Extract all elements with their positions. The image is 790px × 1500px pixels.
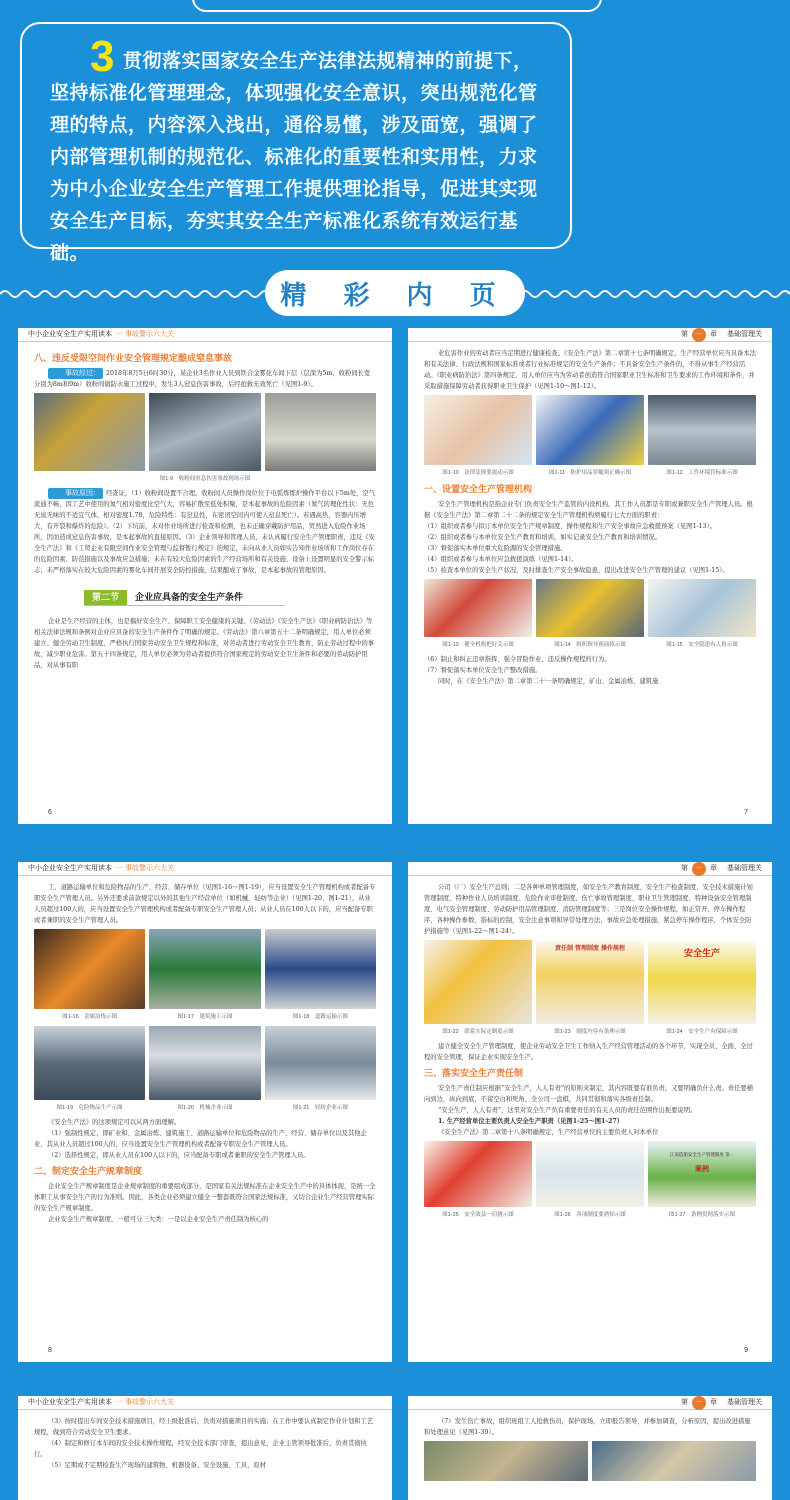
- caption-text: 图1-24 安全生产有保障示图: [666, 1029, 738, 1035]
- subheading: 1. 生产经营单位主要负责人安全生产职责（见图1-25～图1-27）: [438, 1118, 624, 1125]
- section-heading: 一、设置安全生产管理机构: [424, 484, 533, 494]
- road-transport-image: [265, 929, 376, 1009]
- header-book-title: 中小企业安全生产实用读本: [28, 330, 112, 338]
- list-item: （2）组织或者参与本单位安全生产教育和培训，如实记录安全生产教育和培训情况。: [424, 534, 661, 541]
- image-label: 管理制度: [574, 946, 599, 952]
- page-header: [18, 862, 392, 876]
- caption-text: 图1-9 收粉间窒息伤害事故现场示图: [159, 476, 251, 482]
- meeting-cartoon-image: [536, 1141, 644, 1207]
- caption-text: 图1-26 各项制度要熟知示图: [554, 1212, 626, 1218]
- rescue-photo-image: [592, 1441, 756, 1481]
- machinery-factory-image: [149, 1026, 260, 1100]
- paragraph: [34, 488, 376, 576]
- paragraph: “安全生产，人人有责”，这里对安全生产负有重要责任的有关人员的责任范围作出扼要说明。: [438, 1107, 697, 1114]
- building-cartoon-image: [648, 1141, 756, 1207]
- rules-cartoon-image: [536, 940, 644, 1024]
- figure-row: [424, 940, 756, 1024]
- chapter-badge: 一: [692, 328, 706, 342]
- section-heading: 八、违反受限空间作业安全管理规定酿成窒息事故: [34, 353, 233, 363]
- chapter-word: 章: [710, 864, 717, 872]
- paragraph: （7）发生伤亡事故，组织班组工人抢救伤员，保护现场，立即报告领导，并参加调查，分析原因，提出改进措施和处理意见（见图1-39）。: [424, 1418, 751, 1436]
- top-frame: [192, 0, 602, 12]
- figure-row: [424, 1141, 756, 1207]
- paragraph: 业危害作业的劳动者应当定期进行健康检查。《安全生产法》第二章第十七条明确规定，生产经营单位应当具备本法和有关法律、行政法规和国家标准或者行业标准规定的安全生产条件；不具备安全生产条件的，不得从事生产经营活动。《职业病防治法》第四条规定，用人单位应当为劳动者创造符合国家职业卫生标准和卫生要求的工作环境和条件，并采取措施保障劳动者获得职业卫生保护（见图1-10～图1-12）。: [424, 350, 756, 390]
- figure-captions: [34, 1012, 376, 1023]
- workers-cartoon-image: [424, 940, 532, 1024]
- section-title-pill: [265, 270, 525, 316]
- factory-image: [34, 393, 145, 471]
- header-subtitle: 一 事故警示六大关: [116, 864, 174, 872]
- construction-image: [149, 929, 260, 1009]
- hazard-cartoon-image: [648, 579, 756, 637]
- page-header: [408, 328, 772, 342]
- image-label: 案例: [695, 1166, 709, 1173]
- page-number: 8: [48, 1347, 52, 1354]
- section-name: 企业应具备的安全生产条件: [135, 592, 244, 602]
- image-label: 操作规程: [601, 946, 626, 952]
- list-item: （1）组织或者参与拟订本单位安全生产规章制度、操作规程和生产安全事故应急救援预案（见图1-13）。: [424, 523, 717, 530]
- list-item: （4）组织或者参与本单位应急救援演练（见图1-14）。: [424, 556, 578, 563]
- caption-text: 图1-21 轻纺企业示图: [292, 1105, 348, 1111]
- figure-captions: [424, 468, 756, 479]
- paragraph: 工、道路运输单位和危险物品的生产、经营、储存单位（见图1-16～图1-19），应当设置安全生产管理机构或者配备专职安全生产管理人员。另外还要求前款规定以外的其他生产经营单位（如机械、轻纺等企业）（见图1-20、图1-21），从业人员超过100人的，应当设置安全生产管理机构或者配备专职安全生产管理人员；从业人员在100人以下的，应当配备专职或者兼职的安全生产管理人员。: [34, 884, 376, 924]
- intro-text: 贯彻落实国家安全生产法律法规精神的前提下，坚持标准化管理理念，体现强化安全意识，突出规范化管理的特点，内容深入浅出，通俗易懂，涉及面宽，强调了内部管理机制的规范化、标准化的重要性和实用性，力求为中小企业安全生产管理工作提供理论指导，促进其实现安全生产目标，夯实其安全生产标准化系统有效运行基础。: [50, 50, 538, 264]
- chapter-title: 基础管理关: [727, 1398, 762, 1406]
- paragraph-text: 2018年8月5日6时30分，某企业3名作业人员到铁合金雾化车间下层（层深为5m，收粉间长宽分别为8m和9m）收粉间做防水施工过程中，发生3人窒息伤害事故，后经抢救无效死亡（见图1-9）。: [34, 370, 371, 388]
- caption-text: 图1-11 防护用品穿戴须正确示图: [548, 470, 632, 476]
- section-heading: 二、制定安全生产规章制度: [34, 1166, 143, 1176]
- page-number: 7: [744, 809, 748, 816]
- chapter-word: 第: [681, 1398, 688, 1406]
- section-heading: 三、落实安全生产责任制: [424, 1068, 524, 1078]
- caption-text: 图1-23 制度内容有条理示图: [554, 1029, 626, 1035]
- page-number: 9: [744, 1347, 748, 1354]
- figure-captions: [34, 1103, 376, 1114]
- image-label: 安全生产: [683, 948, 720, 958]
- chapter-title: 基础管理关: [727, 330, 762, 338]
- workshop-environment-image: [648, 395, 756, 465]
- chemical-plant-image: [34, 1026, 145, 1100]
- paragraph-text: 经查证，（1）收粉间设置不合理。收粉间人员操作岗位位于电弧炼炼炉操作平台以下5m处，空气流通不畅，因工艺中使用的氮气相对密度比空气大，容易扩散至低处积聚，是本起事故的危险因素（氮气的理化性状：无色无臭无味的不适宜气体，相对密度1.78，危险特性：有窒息性，在密闭空间内可使人窒息死亡）。若遇高热，容器内压增大，有开裂和爆炸的危险）。（2）下坑前，未对作业场所进行检查和检测，也未正确穿戴防护用品，贸然进入危险作业场所，因而造成窒息伤害事故，是本起事故的直接原因。（3）企业领导和管理人员，未认真履行安全生产管理职责，违反《安全生产法》和《工贸企业有限空间作业安全管理与监督暂行规定》的规定，未向从业人员如实告知作业场所和工作岗位存在的危险因素、防范措施以及事故应急措施；未在有较大危险因素的生产经营场所和有关设施、设备上设置明显的安全警示标志；未严格落实在较大危险因素的雾化车间开展安全防控措施，结果酿成了事故，是本起事故的管理原因。: [34, 490, 376, 574]
- book-page-8: [18, 862, 392, 1362]
- figure-row: [424, 395, 756, 465]
- book-page-7: [408, 328, 772, 824]
- chapter-badge: 一: [692, 1396, 706, 1410]
- page-header: [408, 862, 772, 876]
- caption-text: 图1-16 金属冶炼示图: [62, 1014, 118, 1020]
- list-item: （7）督促落实本单位安全生产整改措施。: [424, 667, 542, 674]
- page-number: 6: [48, 809, 52, 816]
- figure-captions: [424, 640, 756, 651]
- caption-text: 图1-18 道路运输示图: [292, 1014, 348, 1020]
- keyword-tag: 事故原因：: [48, 488, 103, 499]
- safety-production-cartoon-image: [648, 940, 756, 1024]
- workshop-image: [149, 393, 260, 471]
- caption-text: 图1-12 工作环境符标准示图: [666, 470, 738, 476]
- paragraph: 企业安全生产规章制度是企业规章制度的重要组成部分，是国家有关法规标准在企业安全生产中的具体体现，是统一全体职工从事安全生产的行为准则。因此，各类企业必须建立健全一整套既符合国家法规标准，又切合企业生产经营管理实际的安全生产规章制度。: [34, 1183, 376, 1212]
- caption-text: 图1-20 机械企业示图: [177, 1105, 233, 1111]
- intro-paragraph: [50, 32, 550, 269]
- paragraph: 企业安全生产规章制度，一般可分三大类：一是以企业安全生产责任制为核心的: [48, 1216, 269, 1223]
- list-item: （4）制定和修订本车间的安全技术操作规程，经安全技术部门审查，提出意见，企业主管领导批准后，负责贯彻执行。: [34, 1440, 367, 1458]
- section-banner: [84, 590, 284, 606]
- book-page-11: [408, 1396, 772, 1500]
- paragraph: 《安全生产法》第二章第十八条明确规定，生产经营单位的主要负责人对本单位: [438, 1129, 659, 1136]
- protective-gear-image: [536, 395, 644, 465]
- section-number: 第二节: [84, 590, 127, 605]
- list-item: （6）制止和纠正违章指挥、强令冒险作业、违反操作规程的行为。: [424, 656, 611, 663]
- organization-cartoon-image: [424, 579, 532, 637]
- header-subtitle: 一 事故警示六大关: [116, 330, 174, 338]
- chapter-title: 基础管理关: [727, 864, 762, 872]
- figure-caption: [34, 474, 376, 485]
- header-subtitle: 一 事故警示六大关: [116, 1398, 174, 1406]
- list-item: （5）定期或不定期检查生产现场的建筑物、机器设备、安全设施、工具、原材: [48, 1462, 267, 1469]
- paragraph: 《安全生产法》的这项规定可以从两方面理解。: [48, 1119, 181, 1126]
- figure-captions: [424, 1210, 756, 1221]
- list-item: （5）检查本单位的安全生产状况，及时排查生产安全事故隐患，提出改进安全生产管理的建议（见图1-15）。: [424, 567, 729, 574]
- paragraph: 企业是生产经营的主体，也是搞好安全生产、保障职工安全健康的关键。《劳动法》《安全生产法》《职业病防治法》等相关法律法规和条例对企业应具备的安全生产条件作了明确的规定。《劳动法》第六章第五十二条明确规定，用人单位必须建立、健全劳动卫生制度，严格执行国家劳动安全卫生规程和标准，对劳动者进行劳动安全卫生教育，防止劳动过程中的事故，减少职业危害。第五十四条规定，用人单位必须为劳动者提供符合国家规定的劳动安全卫生条件和必要的劳动防护用品，对从事有职: [34, 618, 375, 669]
- textile-factory-image: [265, 1026, 376, 1100]
- section-title: 精 彩 内 页: [280, 280, 510, 311]
- chapter-word: 章: [710, 1398, 717, 1406]
- caption-text: 图1-19 危险物品生产示图: [56, 1105, 123, 1111]
- figure-row: [424, 579, 756, 637]
- drill-image: [536, 579, 644, 637]
- paragraph: 同时，在《安全生产法》第二章第二十一条明确规定，矿山、金属冶炼、建筑施: [438, 678, 659, 685]
- paragraph: [34, 368, 376, 390]
- metal-smelting-image: [34, 929, 145, 1009]
- caption-text: 图1-27 条例贯彻落实示图: [668, 1212, 735, 1218]
- caption-text: 图1-13 健全机构把好关示图: [442, 642, 514, 648]
- header-book-title: 中小企业安全生产实用读本: [28, 864, 112, 872]
- page-header: [408, 1396, 772, 1410]
- image-label: 责任制: [554, 946, 573, 952]
- book-page-9: [408, 862, 772, 1362]
- paragraph: 安全生产责任制应根据“安全生产，人人有责”的原则来制定，其内容既要有谁负责，又要明确负什么责。责任要横向到边，纵向到底，不留空白和死角，全公司一盘棋，共同贯彻和落实各级责任制。: [424, 1085, 753, 1103]
- caption-text: 图1-15 安全隐患有人督示图: [666, 642, 738, 648]
- caption-text: 图1-25 安全效益一肩挑示图: [442, 1212, 514, 1218]
- list-item: （3）督促落实本单位重大危险源的安全管理措施。: [424, 545, 567, 552]
- figure-row: [34, 929, 376, 1009]
- law-cartoon-image: [424, 395, 532, 465]
- page-header: [18, 328, 392, 342]
- paragraph: 公司（厂）安全生产总则；二是各种单项管理制度，如安全生产教育制度、安全生产检查制度、安全技术措施计划管理制度、特种作业人员培训制度、危险作业审批制度、伤亡事故管理制度、职业卫生管理制度、特种设备安全管理制度、电气安全管理制度、劳动防护用品管理制度、消防管理制度等；三是岗位安全操作规程，如正常开、停车操作程序，各种操作参数、指标的控制，安全注意事项和异常处理方法，事故应急处理措施，紧急停车操作程序，个体安全防护措施等（见图1-22～图1-24）。: [424, 884, 753, 935]
- rescue-photo-image: [424, 1441, 588, 1481]
- page-header: [18, 1396, 392, 1410]
- figure-captions: [424, 1027, 756, 1038]
- chapter-word: 第: [681, 864, 688, 872]
- caption-text: 图1-22 联系实际定制度示图: [442, 1029, 514, 1035]
- caption-text: 图1-17 建筑施工示图: [177, 1014, 233, 1020]
- intro-box: [20, 22, 572, 264]
- caption-text: 图1-14 组织指导预演练示图: [554, 642, 626, 648]
- figure-row: [34, 393, 376, 471]
- chapter-badge: 一: [692, 862, 706, 876]
- header-book-title: 中小企业安全生产实用读本: [28, 1398, 112, 1406]
- chapter-word: 章: [710, 330, 717, 338]
- paragraph: （2）选择性规定，即从业人员在100人以下的，应当配备专职或者兼职的安全生产管理人员。: [48, 1152, 310, 1159]
- paragraph: （1）强制性规定，即矿业和、金属冶炼、建筑施工、道路运输单位和危险物品的生产、经营、储存单位以及其他企业，其从业人员超过100人的，应当设置安全生产管理机构或者配备专职安全生产管理人员。: [34, 1130, 367, 1148]
- victim-scene-image: [265, 393, 376, 471]
- figure-row: [424, 1441, 756, 1481]
- caption-text: 图1-10 法律法规要震动示图: [442, 470, 514, 476]
- book-page-6: [18, 328, 392, 824]
- paragraph: 建立健全安全生产管理制度，使企业劳动安全卫生工作纳入生产经营管理活动的各个环节，实现全员、全面、全过程的安全管理，保证企业实现安全生产。: [424, 1043, 753, 1061]
- leader-cartoon-image: [424, 1141, 532, 1207]
- intro-number: 3: [90, 32, 115, 81]
- chapter-word: 第: [681, 330, 688, 338]
- book-page-10: [18, 1396, 392, 1500]
- list-item: （3）按时提出车间安全技术措施项目，经上级批准后，负责对措施项目的实施；在工作中要认真制定作业计划和工艺规程，做到符合劳动安全卫生要求。: [34, 1418, 374, 1436]
- keyword-tag: 事故经过：: [48, 368, 103, 379]
- image-label: 江南造船安全生产管理制度 第一: [669, 1152, 735, 1157]
- figure-row: [34, 1026, 376, 1100]
- paragraph: 安全生产管理机构是指企业专门负责安全生产监管的内设机构，其工作人员都是专职或兼职安全生产管理人员。根据《安全生产法》第二章第二十二条的规定安全生产管理机构须履行七大方面的职责：: [424, 501, 753, 519]
